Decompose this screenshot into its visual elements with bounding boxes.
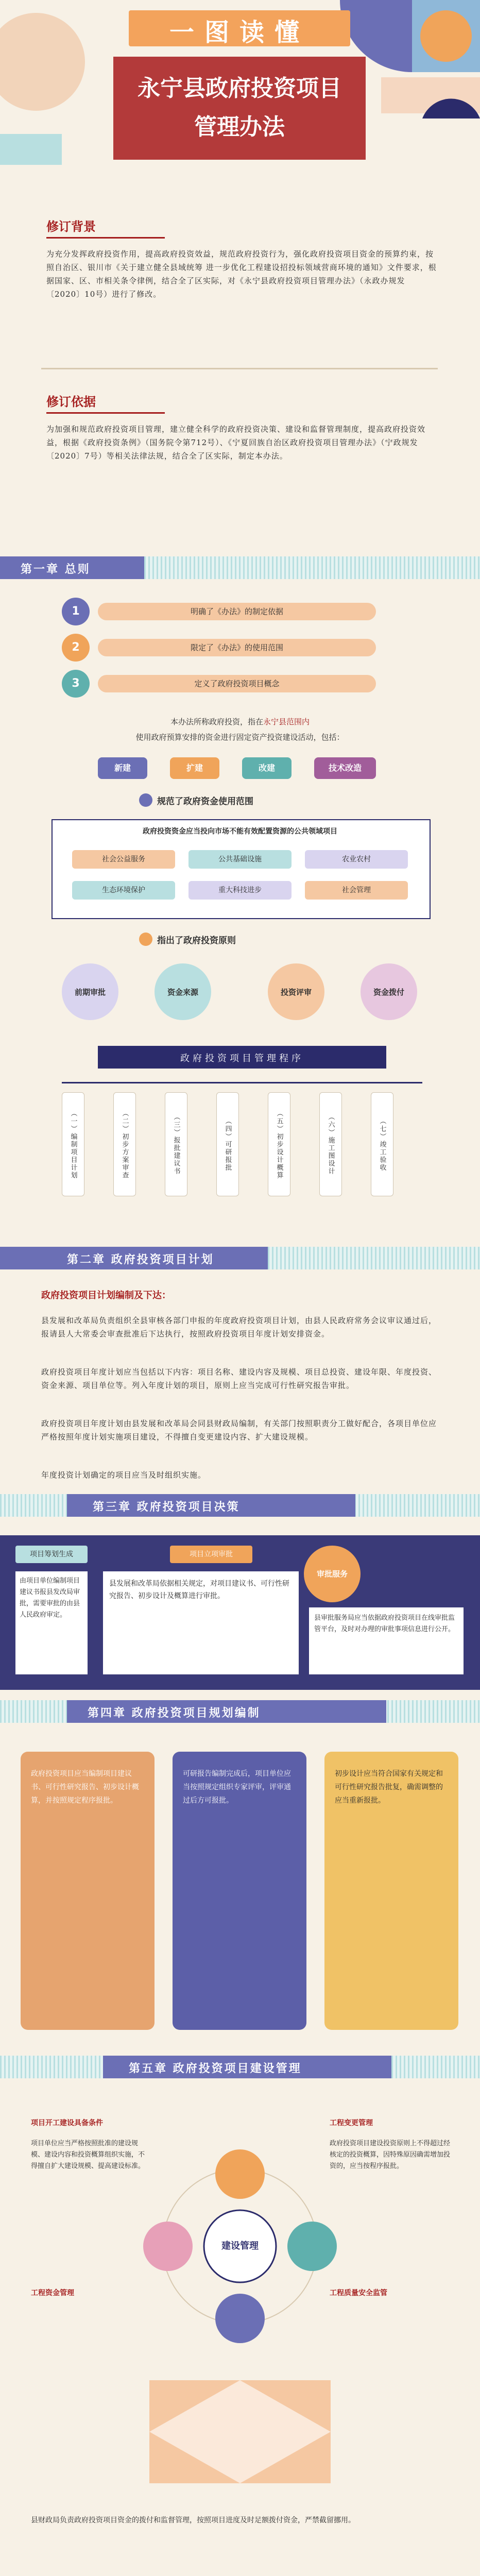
- ch4-card-2-text: 可研报告编制完成后，项目单位应当按照规定组织专家评审，评审通过后方可报批。: [183, 1770, 291, 1805]
- ch5-label-1: 项目开工建设具备条件: [31, 2119, 103, 2127]
- program-col-4: （四）可研报批: [216, 1092, 239, 1196]
- funds-heading: 规范了政府资金使用范围: [157, 796, 253, 807]
- program-col-1: （一）编制项目计划: [62, 1092, 84, 1196]
- funds-item-2: 公共基础设施: [188, 850, 292, 869]
- system-item-4: 资金拨付: [373, 988, 404, 997]
- ch5-label-3: 工程资金管理: [31, 2289, 74, 2297]
- scope-line2: 使用政府预算安排的资金进行固定资产投资建设活动，包括：: [135, 733, 345, 742]
- funds-header: 政府投资资金应当投向市场不能有效配置资源的公共领域项目: [143, 827, 337, 836]
- divider-1: [0, 355, 480, 381]
- scope-chip-2: 扩建: [170, 757, 219, 779]
- program-connector: [62, 1082, 422, 1083]
- funds-item-5: 重大科技进步: [188, 881, 292, 900]
- system-heading-dot: [139, 933, 152, 946]
- basis-underline: [46, 412, 165, 414]
- ch2-p3: 政府投资项目年度计划由县发展和改革局会同县财政局编制，有关部门按照职责分工做好配合，各项目单位应严格按照年度计划实施项目建设，不得擅自变更建设内容、扩大建设规模。: [41, 1419, 437, 1442]
- ch1-item-2-num: 2: [62, 634, 90, 662]
- basis-text: 为加强和规范政府投资项目管理，建立健全科学的政府投资决策、建设和监督管理制度，提高政府投资效益，根据《政府投资条例》（国务院令第712号）、《宁夏回族自治区政府投资项目管理办法》（宁政规发〔2020〕7号）等相关法律法规，结合全了区实际，制定本办法。: [46, 425, 426, 461]
- ch1-item-1: 明确了《办法》的制定依据: [98, 603, 376, 620]
- funds-item-1: 社会公益服务: [72, 850, 175, 869]
- ch5-label-4: 工程质量安全监管: [330, 2289, 387, 2297]
- program-col-3: （三）报批建议书: [165, 1092, 187, 1196]
- program-col-6: （六）施工图设计: [319, 1092, 342, 1196]
- system-item-2: 资金来源: [167, 988, 198, 997]
- scope-line1-a: 本办法所称政府投资，指在: [170, 717, 263, 726]
- ch3-band-text: 第三章 政府投资项目决策: [93, 1500, 240, 1514]
- ch4-card-3-text: 初步设计应当符合国家有关规定和可行性研究报告批复，确需调整的应当重新报批。: [335, 1770, 443, 1805]
- ch3-tab1: 项目筹划生成: [15, 1546, 88, 1563]
- ch5-center: 建设管理: [221, 2241, 259, 2251]
- scope-line1-b: 永宁县范围内: [263, 717, 310, 726]
- system-item-3: 投资评审: [280, 988, 312, 997]
- ch2-p2: 政府投资项目年度计划应当包括以下内容：项目名称、建设内容及规模、项目总投资、建设年限、年度投资、资金来源、项目单位等。列入年度计划的项目，原则上应当完成可行性研究报告审批。: [41, 1367, 437, 1390]
- ch1-item-3: 定义了政府投资项目概念: [98, 675, 376, 692]
- scope-chip-3: 改建: [242, 757, 292, 779]
- background-text: 为充分发挥政府投资作用，提高政府投资效益，规范政府投资行为，强化政府投资项目资金的预算约束，按照自治区、银川市《关于建立健全县域统筹 进一步优化工程建设招投标领域营商环境的通知》文件要求，根据国家、区、市相关条令律例，结合全了区实际，对《永宁县政府投资项目管理办法》（永政办规发〔2020〕10号）进行了修改。: [46, 249, 437, 299]
- program-col-7: （七）竣工验收: [371, 1092, 393, 1196]
- ch2-p1: 县发展和改革局负责组织全县审核各部门申报的年度政府投资项目计划，由县人民政府常务会议审议通过后，报请县人大常委会审查批准后下达执行，按照政府投资项目年度计划安排资金。: [41, 1316, 437, 1338]
- ch1-item-1-num: 1: [62, 598, 90, 625]
- ch1-band-text: 第一章 总则: [21, 563, 91, 576]
- scope-chip-4: 技术改造: [314, 757, 376, 779]
- ch3-tab2: 项目立项审批: [170, 1546, 252, 1563]
- ch5-label-2: 工程变更管理: [330, 2119, 373, 2127]
- ch5-band-text: 第五章 政府投资项目建设管理: [129, 2062, 302, 2075]
- ch2-band-text: 第二章 政府投资项目计划: [67, 1253, 214, 1266]
- ch1-item-3-num: 3: [62, 670, 90, 698]
- system-heading: 指出了政府投资原则: [157, 936, 236, 946]
- system-item-1: 前期审批: [74, 988, 106, 997]
- ch2-sub: 政府投资项目计划编制及下达：: [41, 1290, 171, 1301]
- basis-title: 修订依据: [46, 394, 96, 409]
- funds-item-3: 农业农村: [305, 850, 408, 869]
- funds-item-6: 社会管理: [305, 881, 408, 900]
- ch1-item-2: 限定了《办法》的使用范围: [98, 639, 376, 656]
- ch3-circle-label: 审批服务: [316, 1569, 348, 1579]
- funds-heading-dot: [139, 793, 152, 807]
- banner-text: 一图读懂: [169, 18, 310, 47]
- ch4-card-1-text: 政府投资项目应当编制项目建议书、可行性研究报告、初步设计概算，并按照规定程序报批。: [31, 1770, 139, 1805]
- scope-chip-1: 新建: [98, 757, 147, 779]
- funds-item-4: 生态环境保护: [72, 881, 175, 900]
- ch3-mid: 县发展和改革局依据相关规定，对项目建议书、可行性研究报告、初步设计及概算进行审批。: [103, 1571, 299, 1674]
- program-col-2: （二）初步方案审查: [113, 1092, 136, 1196]
- ch4-band-text: 第四章 政府投资项目规划编制: [88, 1706, 261, 1720]
- program-col-5: （五）初步设计概算: [268, 1092, 290, 1196]
- ch5-left-text: 项目单位应当严格按照批准的建设规模、建设内容和投资概算组织实施，不得擅自扩大建设规模、提高建设标准。: [31, 2140, 145, 2170]
- page-title-line1: 永宁县政府投资项目: [138, 75, 341, 101]
- ch2-p4: 年度投资计划确定的项目应当及时组织实施。: [41, 1470, 207, 1480]
- scope-line1: [52, 716, 428, 727]
- ch5-right-text: 政府投资项目建设投资原则上不得超过经核定的投资概算，因特殊原因确需增加投资的，应当按程序报批。: [330, 2140, 451, 2170]
- program-title: 政府投资项目管理程序: [180, 1053, 304, 1064]
- page-title-line2: 管理办法: [194, 114, 285, 140]
- ch5-bottom-text: 县财政局负责政府投资项目资金的拨付和监督管理，按照项目进度及时足额拨付资金，严禁截留挪用。: [31, 2516, 355, 2524]
- ch3-left: 由项目单位编制项目建议书报县发改局审批，需要审批的由县人民政府审定。: [15, 1571, 88, 1674]
- ch3-right: 县审批服务局应当依据政府投资项目在线审批监管平台，及时对办理的审批事项信息进行公开。: [309, 1607, 464, 1674]
- background-title: 修订背景: [46, 219, 96, 234]
